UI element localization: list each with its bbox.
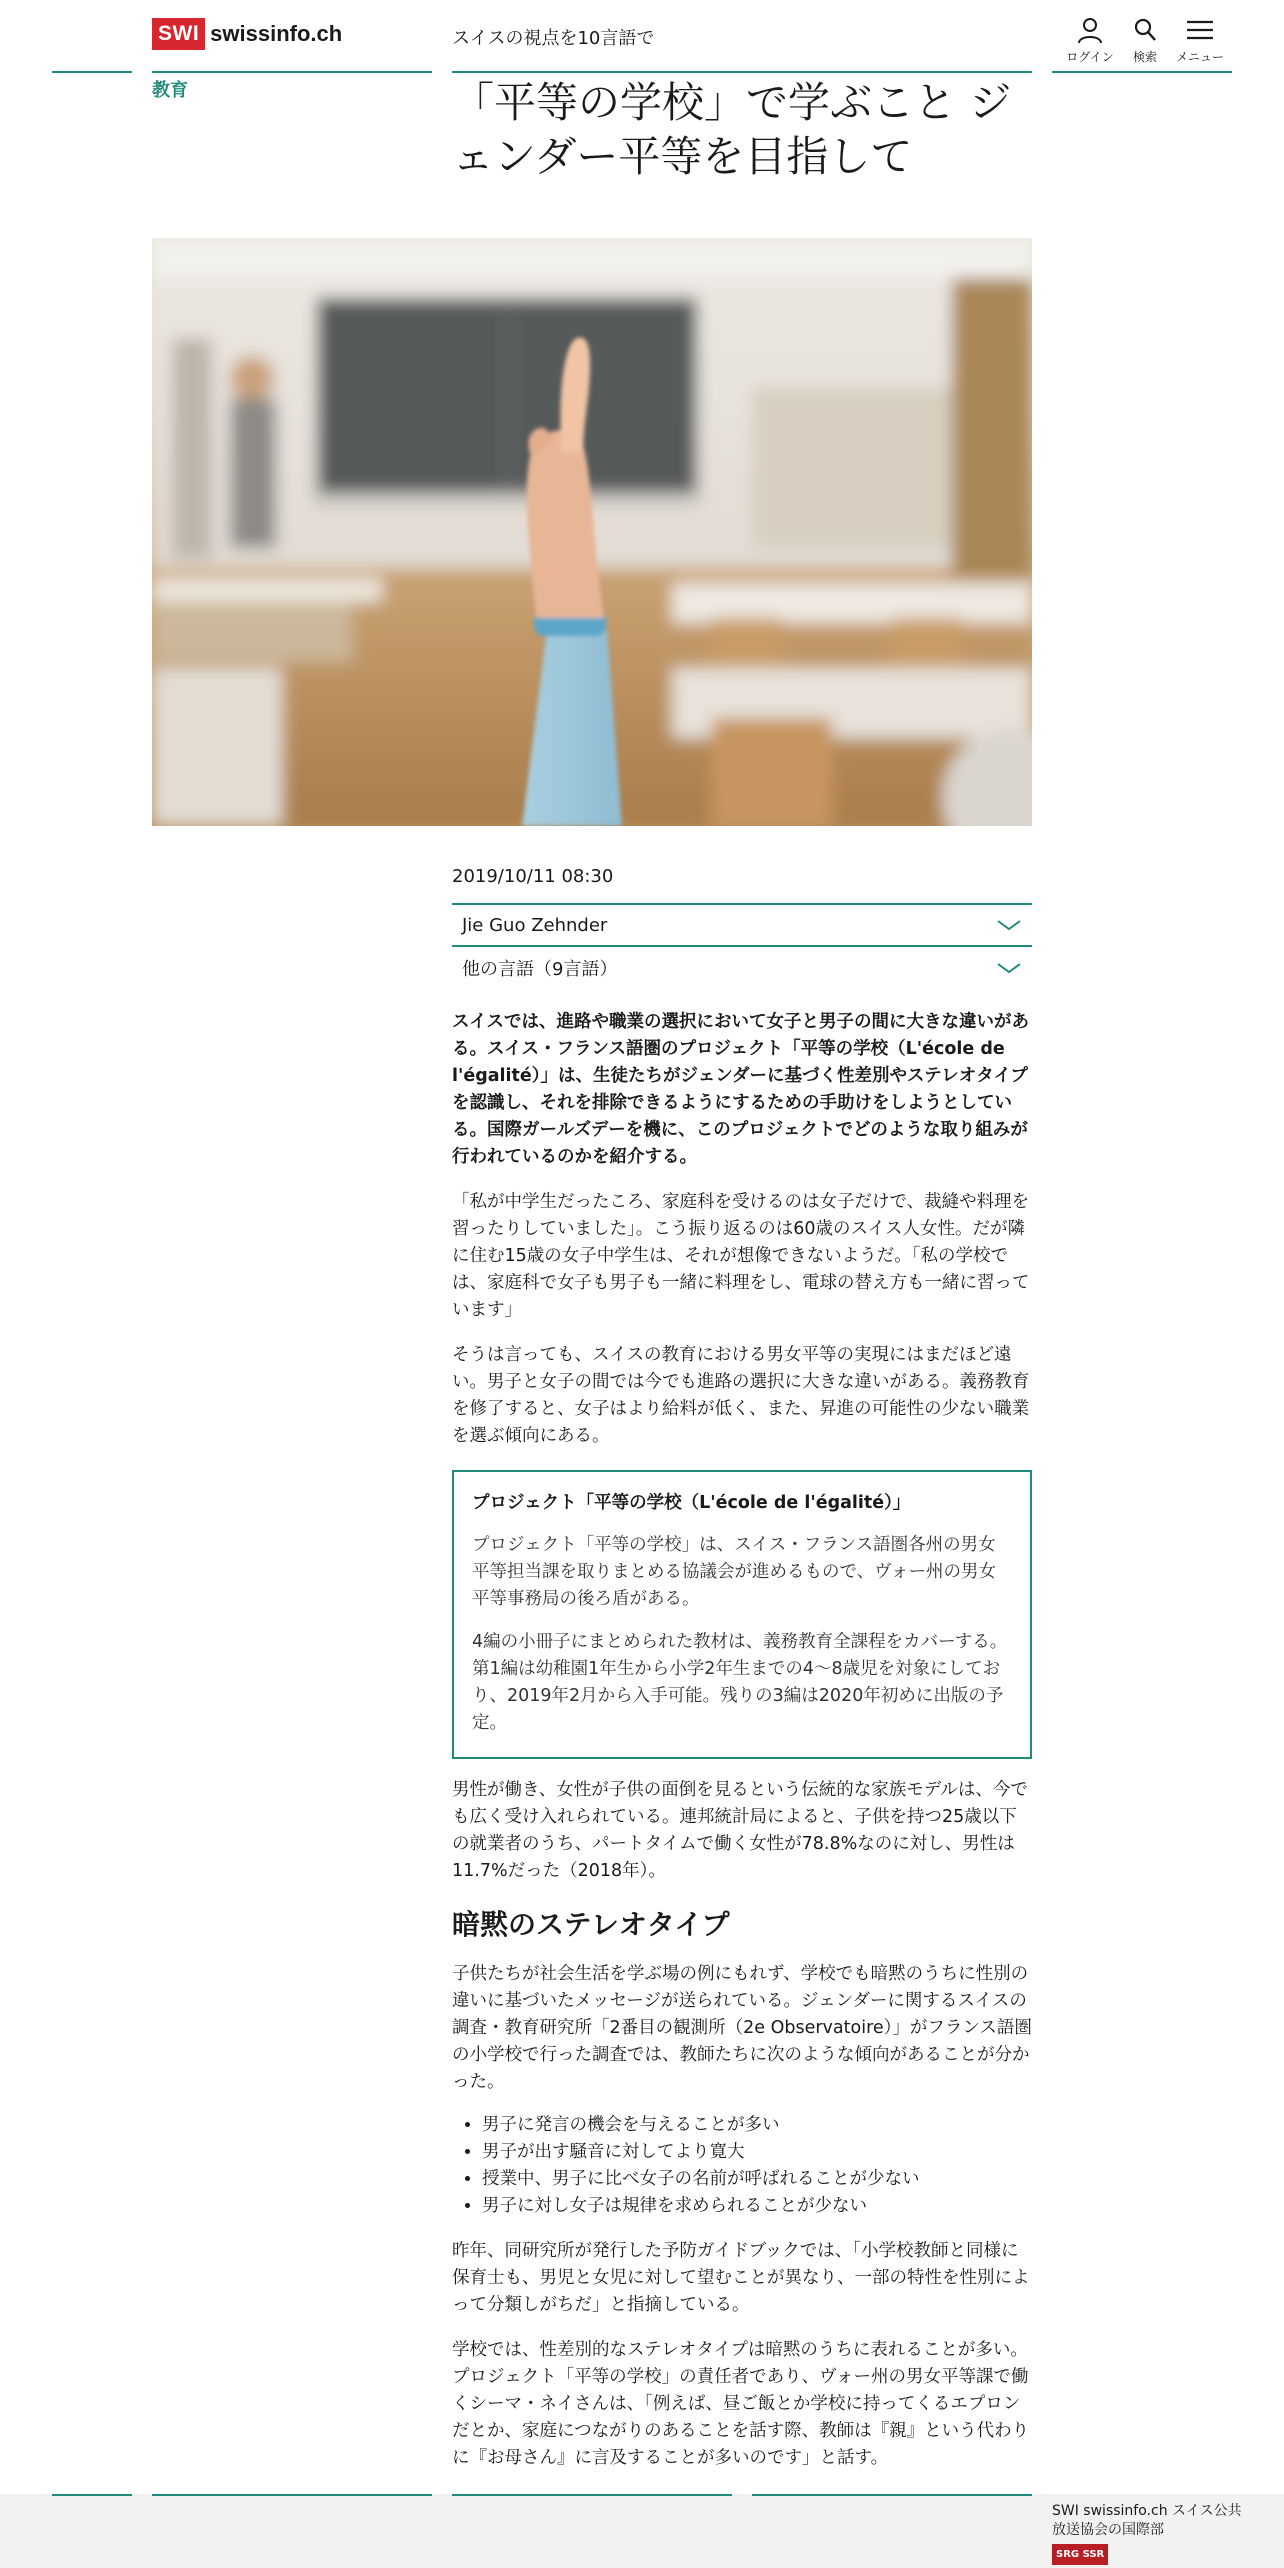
site-footer [0, 2494, 1284, 2568]
hamburger-icon [1185, 16, 1215, 44]
article-title: 「平等の学校」で学ぶこと ジェンダー平等を目指して [452, 78, 1012, 181]
search-label: 検索 [1132, 50, 1157, 64]
paragraph: 昨年、同研究所が発行した予防ガイドブックでは、「小学校教師と同様に保育士も、男児と女児に対して望むことが異なり、一部の特性を性別によって分類しがちだ」と指摘している。 [452, 2241, 1030, 2315]
paragraph: 子供たちが社会生活を学ぶ場の例にもれず、学校でも暗黙のうちに性別の違いに基づいたメッセージが送られている。ジェンダーに関するスイスの調査・教育研究所「2番目の観測所（2e Observatoire）」がフランス語圏の小学校で行った調査では、教師たちに次のような傾向があることが分かった。 [452, 1964, 1032, 2092]
section-link-education[interactable]: 教育 [152, 80, 188, 101]
chevron-down-icon [996, 961, 1022, 975]
user-icon [1076, 16, 1104, 44]
languages-label: 他の言語（9言語） [462, 959, 618, 980]
author-toggle[interactable] [452, 905, 1032, 947]
article-body [452, 866, 1032, 2472]
footer-divider [752, 2494, 1032, 2496]
info-box-paragraph: 4編の小冊子にまとめられた教材は、義務教育全課程をカバーする。第1編は幼稚園1年生から小学2年生までの4～8歳児を対象にしており、2019年2月から入手可能。残りの3編は2020年初めに出版の予定。 [472, 1632, 1008, 1733]
search-icon [1131, 16, 1159, 44]
site-tagline: スイスの視点を10言語で [452, 28, 655, 49]
header-divider [52, 71, 132, 73]
login-label: ログイン [1066, 50, 1114, 64]
list-item: • 授業中、男子に比べ女子の名前が呼ばれることが少ない [482, 2166, 1032, 2193]
footer-text: SWI swissinfo.ch スイス公共放送協会の国際部 [1052, 2503, 1242, 2538]
info-box-paragraph: プロジェクト「平等の学校」は、スイス・フランス語圏各州の男女平等担当課を取りまとめる協議会が進めるもので、ヴォー州の男女平等事務局の後ろ盾がある。 [472, 1535, 996, 1609]
footer-info [1052, 2502, 1242, 2565]
section-heading: 暗黙のステレオタイプ [452, 1908, 730, 1941]
paragraph: そうは言っても、スイスの教育における男女平等の実現にはまだほど遠い。男子と女子の間では今でも進路の選択に大きな違いがある。義務教育を修了すると、女子はより給料が低く、また、昇進の可能性の少ない職業を選ぶ傾向にある。 [452, 1345, 1030, 1446]
article-meta-accordion [452, 903, 1032, 989]
list-item: • 男子に発言の機会を与えることが多い [482, 2112, 1032, 2139]
hero-image [152, 238, 1032, 826]
publish-date: 2019/10/11 08:30 [452, 866, 614, 887]
swissinfo-logo[interactable] [152, 18, 342, 50]
header-divider [152, 71, 432, 73]
search-button[interactable] [1115, 16, 1175, 65]
menu-button[interactable] [1170, 16, 1230, 65]
author-name: Jie Guo Zehnder [462, 914, 608, 936]
article-lead: スイスでは、進路や職業の選択において女子と男子の間に大きな違いがある。スイス・フランス語圏のプロジェクト「平等の学校（L'école de l'égalité）」は、生徒たちがジェンダーに基づく性差別やステレオタイプを認識し、それを排除できるようにするための手助けをしようとしている。国際ガールズデーを機に、このプロジェクトでどのような取り組みが行われているのかを紹介する。 [452, 1012, 1029, 1167]
header-divider [452, 71, 1032, 73]
paragraph: 「私が中学生だったころ、家庭科を受けるのは女子だけで、裁縫や料理を習ったりしていました」。こう振り返るのは60歳のスイス人女性。だが隣に住む15歳の女子中学生は、それが想像できないようだ。「私の学校では、家庭科で女子も男子も一緒に料理をし、電球の替え方も一緒に習っています」 [452, 1192, 1030, 1320]
footer-divider [452, 2494, 732, 2496]
list-item: • 男子に対し女子は規律を求められることが少ない [482, 2193, 1032, 2220]
menu-label: メニュー [1175, 50, 1224, 64]
header-divider [1052, 71, 1232, 73]
logo-text: swissinfo.ch [210, 21, 343, 46]
classroom-raised-hand-image [152, 238, 1032, 826]
chevron-down-icon [996, 918, 1022, 932]
list-item: • 男子が出す騒音に対してより寛大 [482, 2139, 1032, 2166]
logo-badge: SWI [152, 18, 205, 50]
footer-divider [52, 2494, 132, 2496]
srg-ssr-logo[interactable]: SRG SSR [1052, 2544, 1108, 2565]
paragraph: 男性が働き、女性が子供の面倒を見るという伝統的な家族モデルは、今でも広く受け入れられている。連邦統計局によると、子供を持つ25歳以下の就業者のうち、パートタイムで働く女性が78.8%なのに対し、男性は11.7%だった（2018年）。 [452, 1780, 1028, 1881]
paragraph: 学校では、性差別的なステレオタイプは暗黙のうちに表れることが多い。プロジェクト「平等の学校」の責任者であり、ヴォー州の男女平等課で働くシーマ・ネイさんは、「例えば、昼ご飯とか学校に持ってくるエプロンだとか、家庭につながりのあることを話す際、教師は『親』という代わりに『お母さん』に言及することが多いのです」と話す。 [452, 2340, 1030, 2468]
info-box [452, 1470, 1032, 1759]
login-button[interactable] [1060, 16, 1120, 65]
bullet-list [452, 2112, 1032, 2220]
site-header [0, 0, 1284, 74]
languages-toggle[interactable] [452, 947, 1032, 989]
footer-divider [152, 2494, 432, 2496]
info-box-title: プロジェクト「平等の学校（L'école de l'égalité）」 [472, 1493, 911, 1513]
